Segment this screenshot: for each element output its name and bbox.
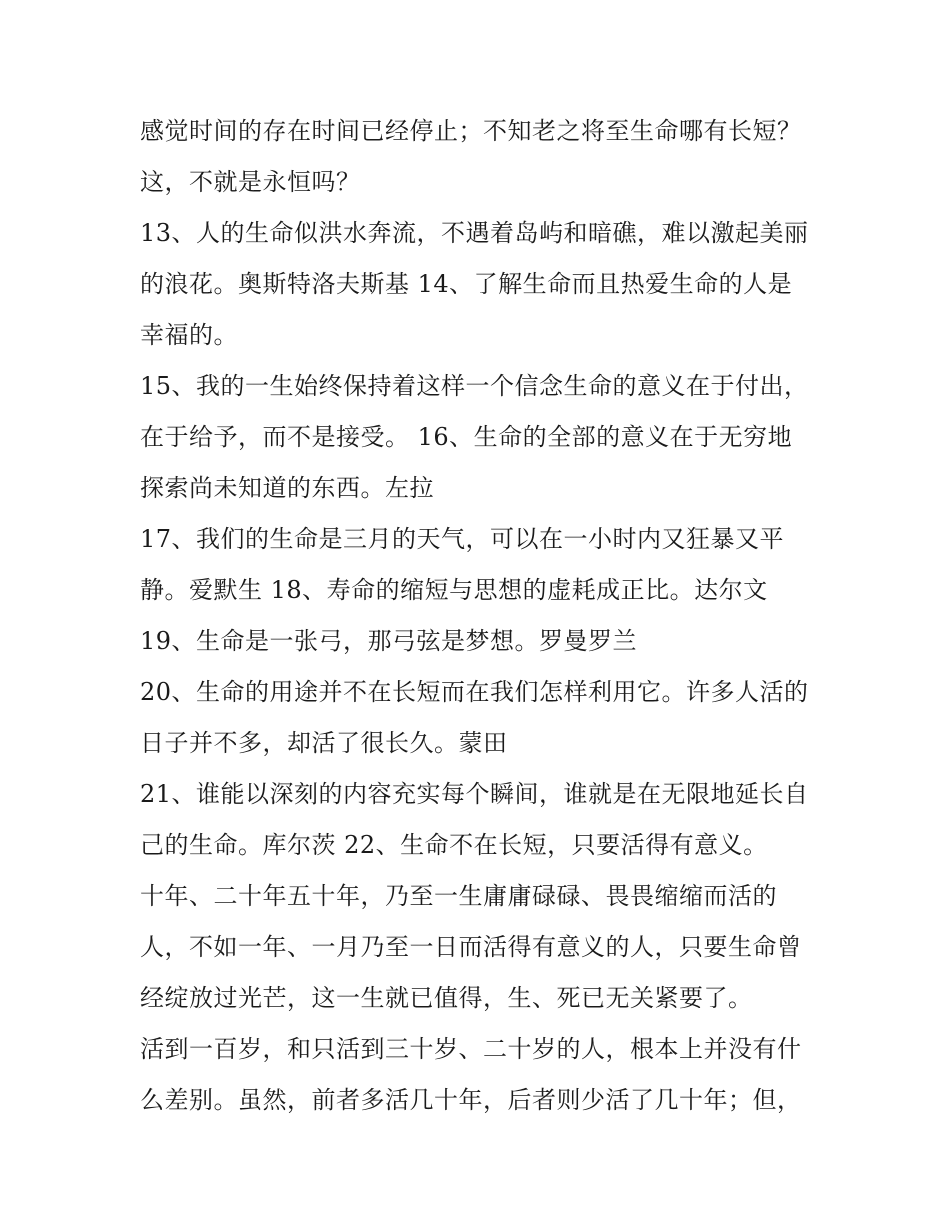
text-line: 在于给予，而不是接受。 16、生命的全部的意义在于无穷地 xyxy=(140,423,793,451)
text-line: 幸福的。 xyxy=(140,321,238,349)
text-line: 15、我的一生始终保持着这样一个信念生命的意义在于付出， xyxy=(140,372,809,400)
text-line: 这，不就是永恒吗？ xyxy=(140,168,361,196)
text-line: 己的生命。库尔茨 22、生命不在长短，只要活得有意义。 xyxy=(140,831,768,859)
text-line: 么差别。虽然，前者多活几十年，后者则少活了几十年；但， xyxy=(140,1086,802,1114)
text-line: 的浪花。奥斯特洛夫斯基 14、了解生命而且热爱生命的人是 xyxy=(140,270,793,298)
text-line: 日子并不多，却活了很长久。蒙田 xyxy=(140,729,508,757)
document-body xyxy=(140,106,830,1126)
text-line: 活到一百岁，和只活到三十岁、二十岁的人，根本上并没有什 xyxy=(140,1035,802,1063)
text-line: 探索尚未知道的东西。左拉 xyxy=(140,474,434,502)
text-line: 17、我们的生命是三月的天气，可以在一小时内又狂暴又平 xyxy=(140,525,785,553)
text-line: 感觉时间的存在时间已经停止；不知老之将至生命哪有长短？ xyxy=(140,117,802,145)
text-line: 19、生命是一张弓，那弓弦是梦想。罗曼罗兰 xyxy=(140,627,638,655)
text-line: 20、生命的用途并不在长短而在我们怎样利用它。许多人活的 xyxy=(140,678,809,706)
text-line: 十年、二十年五十年，乃至一生庸庸碌碌、畏畏缩缩而活的 xyxy=(140,882,777,910)
text-line: 人，不如一年、一月乃至一日而活得有意义的人，只要生命曾 xyxy=(140,933,802,961)
text-line: 13、人的生命似洪水奔流，不遇着岛屿和暗礁，难以激起美丽 xyxy=(140,219,809,247)
text-line: 静。爱默生 18、寿命的缩短与思想的虚耗成正比。达尔文 xyxy=(140,576,768,604)
text-line: 经绽放过光芒，这一生就已值得，生、死已无关紧要了。 xyxy=(140,984,753,1012)
text-line: 21、谁能以深刻的内容充实每个瞬间，谁就是在无限地延长自 xyxy=(140,780,809,808)
